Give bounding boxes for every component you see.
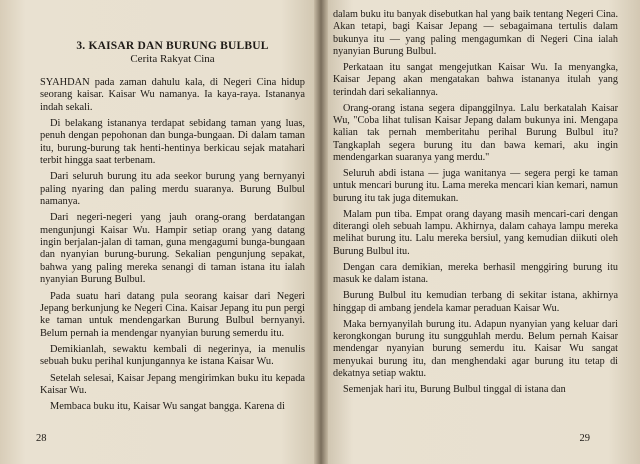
paragraph: Demikianlah, sewaktu kembali di negerinya, ia menulis sebuah buku perihal kunjungannya ke istana Kaisar Wu. [40, 343, 305, 368]
paragraph: Maka bernyanyilah burung itu. Adapun nyanyian yang keluar dari kerongkongan burung itu sungguhlah merdu. Belum pernah Kaisar mendengar nyanyian burung semerdu itu. Kaisar Wu sangat menyukai burung itu, dan menghendaki agar burung itu tetap di dekatnya setiap waktu. [333, 318, 618, 379]
story-title: 3. KAISAR DAN BURUNG BULBUL [76, 40, 269, 52]
paragraph: Dengan cara demikian, mereka berhasil menggiring burung itu masuk ke dalam istana. [333, 261, 618, 285]
paragraph: Setelah selesai, Kaisar Jepang mengirimkan buku itu kepada Kaisar Wu. [40, 372, 305, 396]
book-gutter [314, 0, 328, 464]
paragraph: Dari seluruh burung itu ada seekor burung yang bernyanyi paling nyaring dan paling merdu suaranya. Burung Bulbul namanya. [40, 171, 305, 208]
page-number: 29 [579, 433, 590, 444]
paragraph: Malam pun tiba. Empat orang dayang masih mencari-cari dengan diterangi oleh sebuah lampu. Akhirnya, dalam cahaya lampu mereka melihat burung itu. Lalu mereka bersiul, yang kemudian diikuti oleh Burung Bulbul itu. [333, 208, 618, 257]
left-page [0, 0, 319, 464]
paragraph: Membaca buku itu, Kaisar Wu sangat bangga. Karena di [50, 401, 285, 413]
paragraph: Burung Bulbul itu kemudian terbang di sekitar istana, akhirnya hinggap di ambang jendela kamar peraduan Kaisar Wu. [333, 290, 618, 314]
paragraph: Seluruh abdi istana — juga wanitanya — segera pergi ke taman untuk mencari burung itu. Lama mereka mencari kian kemari, namun burung itu tak juga ditemukan. [333, 168, 618, 204]
paragraph: dalam buku itu banyak disebutkan hal yang baik tentang Negeri Cina. Akan tetapi, bagi Kaisar Jepang — sebagaimana tertulis dalam bukunya itu — yang paling mengagumkan di Negeri Cina ialah nyanyian Burung Bulbul. [333, 9, 618, 57]
paragraph: Orang-orang istana segera dipanggilnya. Lalu berkatalah Kaisar Wu, "Coba lihat tulisan Kaisar Jepang dalam bukunya ini. Mengapa kalian tak pernah memberitahu perihal Burung Bulbul itu? Tangkaplah segera burung itu dan bawa kemari, aku ingin mendengarkan suaranya yang merdu." [333, 102, 618, 163]
paragraph: SYAHDAN pada zaman dahulu kala, di Negeri Cina hidup seorang kaisar. Kaisar Wu namanya. Ia kaya-raya. Istananya indah sekali. [40, 77, 305, 113]
right-page [321, 0, 640, 464]
paragraph: Perkataan itu sangat mengejutkan Kaisar Wu. Ia menyangka, Kaisar Jepang akan mengatakan bahwa istananya itulah yang terindah dari sekaliannya. [333, 62, 618, 98]
paragraph: Semenjak hari itu, Burung Bulbul tinggal di istana dan [343, 384, 566, 395]
story-subtitle: Cerita Rakyat Cina [130, 53, 215, 65]
paragraph: Pada suatu hari datang pula seorang kaisar dari Negeri Jepang berkunjung ke Negeri Cina. Kaisar Jepang itu pun pergi ke taman untuk mendengarkan Burung Bulbul bernyanyi. Belum pernah ia mendengar nyanyian burung semerdu itu. [40, 290, 305, 339]
paragraph: Di belakang istananya terdapat sebidang taman yang luas, penuh dengan pepohonan dan bunga-bungaan. Di dalam taman itu, burung-burung tak henti-hentinya berkicau sejak matahari terbit hingga saat terbenam. [40, 118, 305, 167]
paragraph: Dari negeri-negeri yang jauh orang-orang berdatangan mengunjungi Kaisar Wu. Hampir setiap orang yang datang ingin berjalan-jalan di taman, guna mengagumi bunga-bungaan dan nyanyian burung-burung. Sekalian pengunjung sepakat, bahwa yang paling mereka senangi di taman istana itu ialah nyanyian Burung Bulbul. [40, 212, 305, 286]
page-number: 28 [36, 433, 47, 444]
